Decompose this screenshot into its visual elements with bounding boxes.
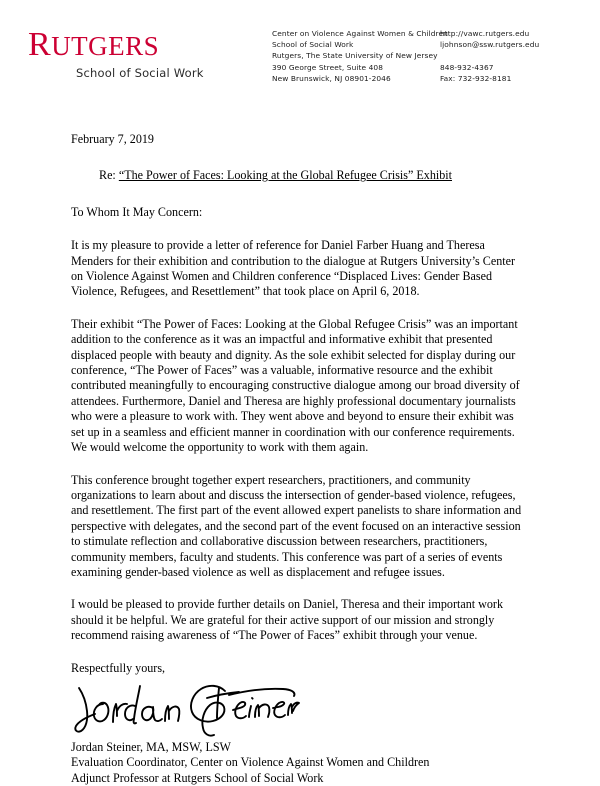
contact-web-column	[440, 28, 580, 84]
signer-affiliation: Adjunct Professor at Rutgers School of Social Work	[71, 770, 324, 785]
email-link[interactable]: ljohnson@ssw.rutgers.edu	[440, 40, 540, 50]
signer-title: Evaluation Coordinator, Center on Violence Against Women and Children	[71, 755, 430, 770]
contact-block	[272, 28, 580, 84]
letter-date: February 7, 2019	[71, 132, 154, 146]
wordmark-rest: UTGERS	[51, 31, 160, 61]
signature-image	[73, 678, 303, 740]
contact-line: Center on Violence Against Women & Children	[272, 29, 448, 38]
body-paragraph: Their exhibit “The Power of Faces: Looking at the Global Refugee Crisis” was an important addition to the conference as it was an impactful and informative exhibit that presented displaced people with beauty and dignity. As the sole exhibit selected for display during our conference, “The Power of Faces” was a valuable, informative resource and the exhibit contributed meaningfully to encouraging constructive dialogue among our broad diversity of attendees. Furthermore, Daniel and Theresa are highly professional documentary journalists who were a pleasure to work with. They went above and beyond to ensure their exhibit was set up in a seamless and efficient manner in coordination with our conference requirements. We would welcome the opportunity to work with them again.	[71, 316, 520, 455]
subject-prefix: Re:	[99, 168, 119, 183]
contact-line: 390 George Street, Suite 408	[272, 62, 384, 72]
contact-address-column	[272, 28, 448, 84]
signer-name: Jordan Steiner, MA, MSW, LSW	[71, 739, 231, 754]
contact-line: Rutgers, The State University of New Jersey	[272, 51, 438, 61]
letter-body	[71, 132, 527, 786]
contact-spacer	[440, 50, 580, 61]
rutgers-wordmark	[28, 28, 258, 63]
body-paragraph: I would be pleased to provide further details on Daniel, Theresa and their important work should it be helpful. We are grateful for their active support of our mission and strongly recommend raising awareness of “The Power of Faces” exhibit through your venue.	[71, 597, 503, 643]
phone-number: 848-932-4367	[440, 62, 494, 72]
salutation: To Whom It May Concern:	[71, 204, 203, 219]
signer-block	[71, 740, 527, 786]
body-paragraph: It is my pleasure to provide a letter of reference for Daniel Farber Huang and Theresa Menders for their exhibition and contribution to the dialogue at Rutgers University’s Center on Violence Against Women and Children conference “Displaced Lives: Gender Based Violence, Refugees, and Resettlement” that took place on April 6, 2018.	[71, 238, 516, 299]
closing-line: Respectfully yours,	[71, 660, 166, 675]
body-paragraph: This conference brought together expert researchers, practitioners, and community organizations to learn about and discuss the intersection of gender-based violence, refugees, and resettlement. The first part of the event allowed expert panelists to share information and perspective with delegates, and the second part of the event focused on an interactive session to stimulate reflection and collaborative discussion between researchers, practitioners, community members, faculty and students. This conference was part of a series of events examining gender-based violence as well as displacement and refugee issues.	[71, 472, 522, 579]
letterhead	[0, 24, 600, 104]
subject-title: “The Power of Faces: Looking at the Global Refugee Crisis” Exhibit	[118, 168, 452, 183]
subject-line	[71, 168, 527, 183]
wordmark-initial: R	[28, 26, 52, 63]
fax-number: Fax: 732-932-8181	[440, 73, 512, 83]
website-link[interactable]: http://vawc.rutgers.edu	[440, 29, 530, 38]
rutgers-logo	[28, 28, 258, 80]
contact-line: School of Social Work	[272, 40, 354, 50]
logo-tagline: School of Social Work	[76, 66, 204, 80]
contact-line: New Brunswick, NJ 08901-2046	[272, 73, 391, 83]
